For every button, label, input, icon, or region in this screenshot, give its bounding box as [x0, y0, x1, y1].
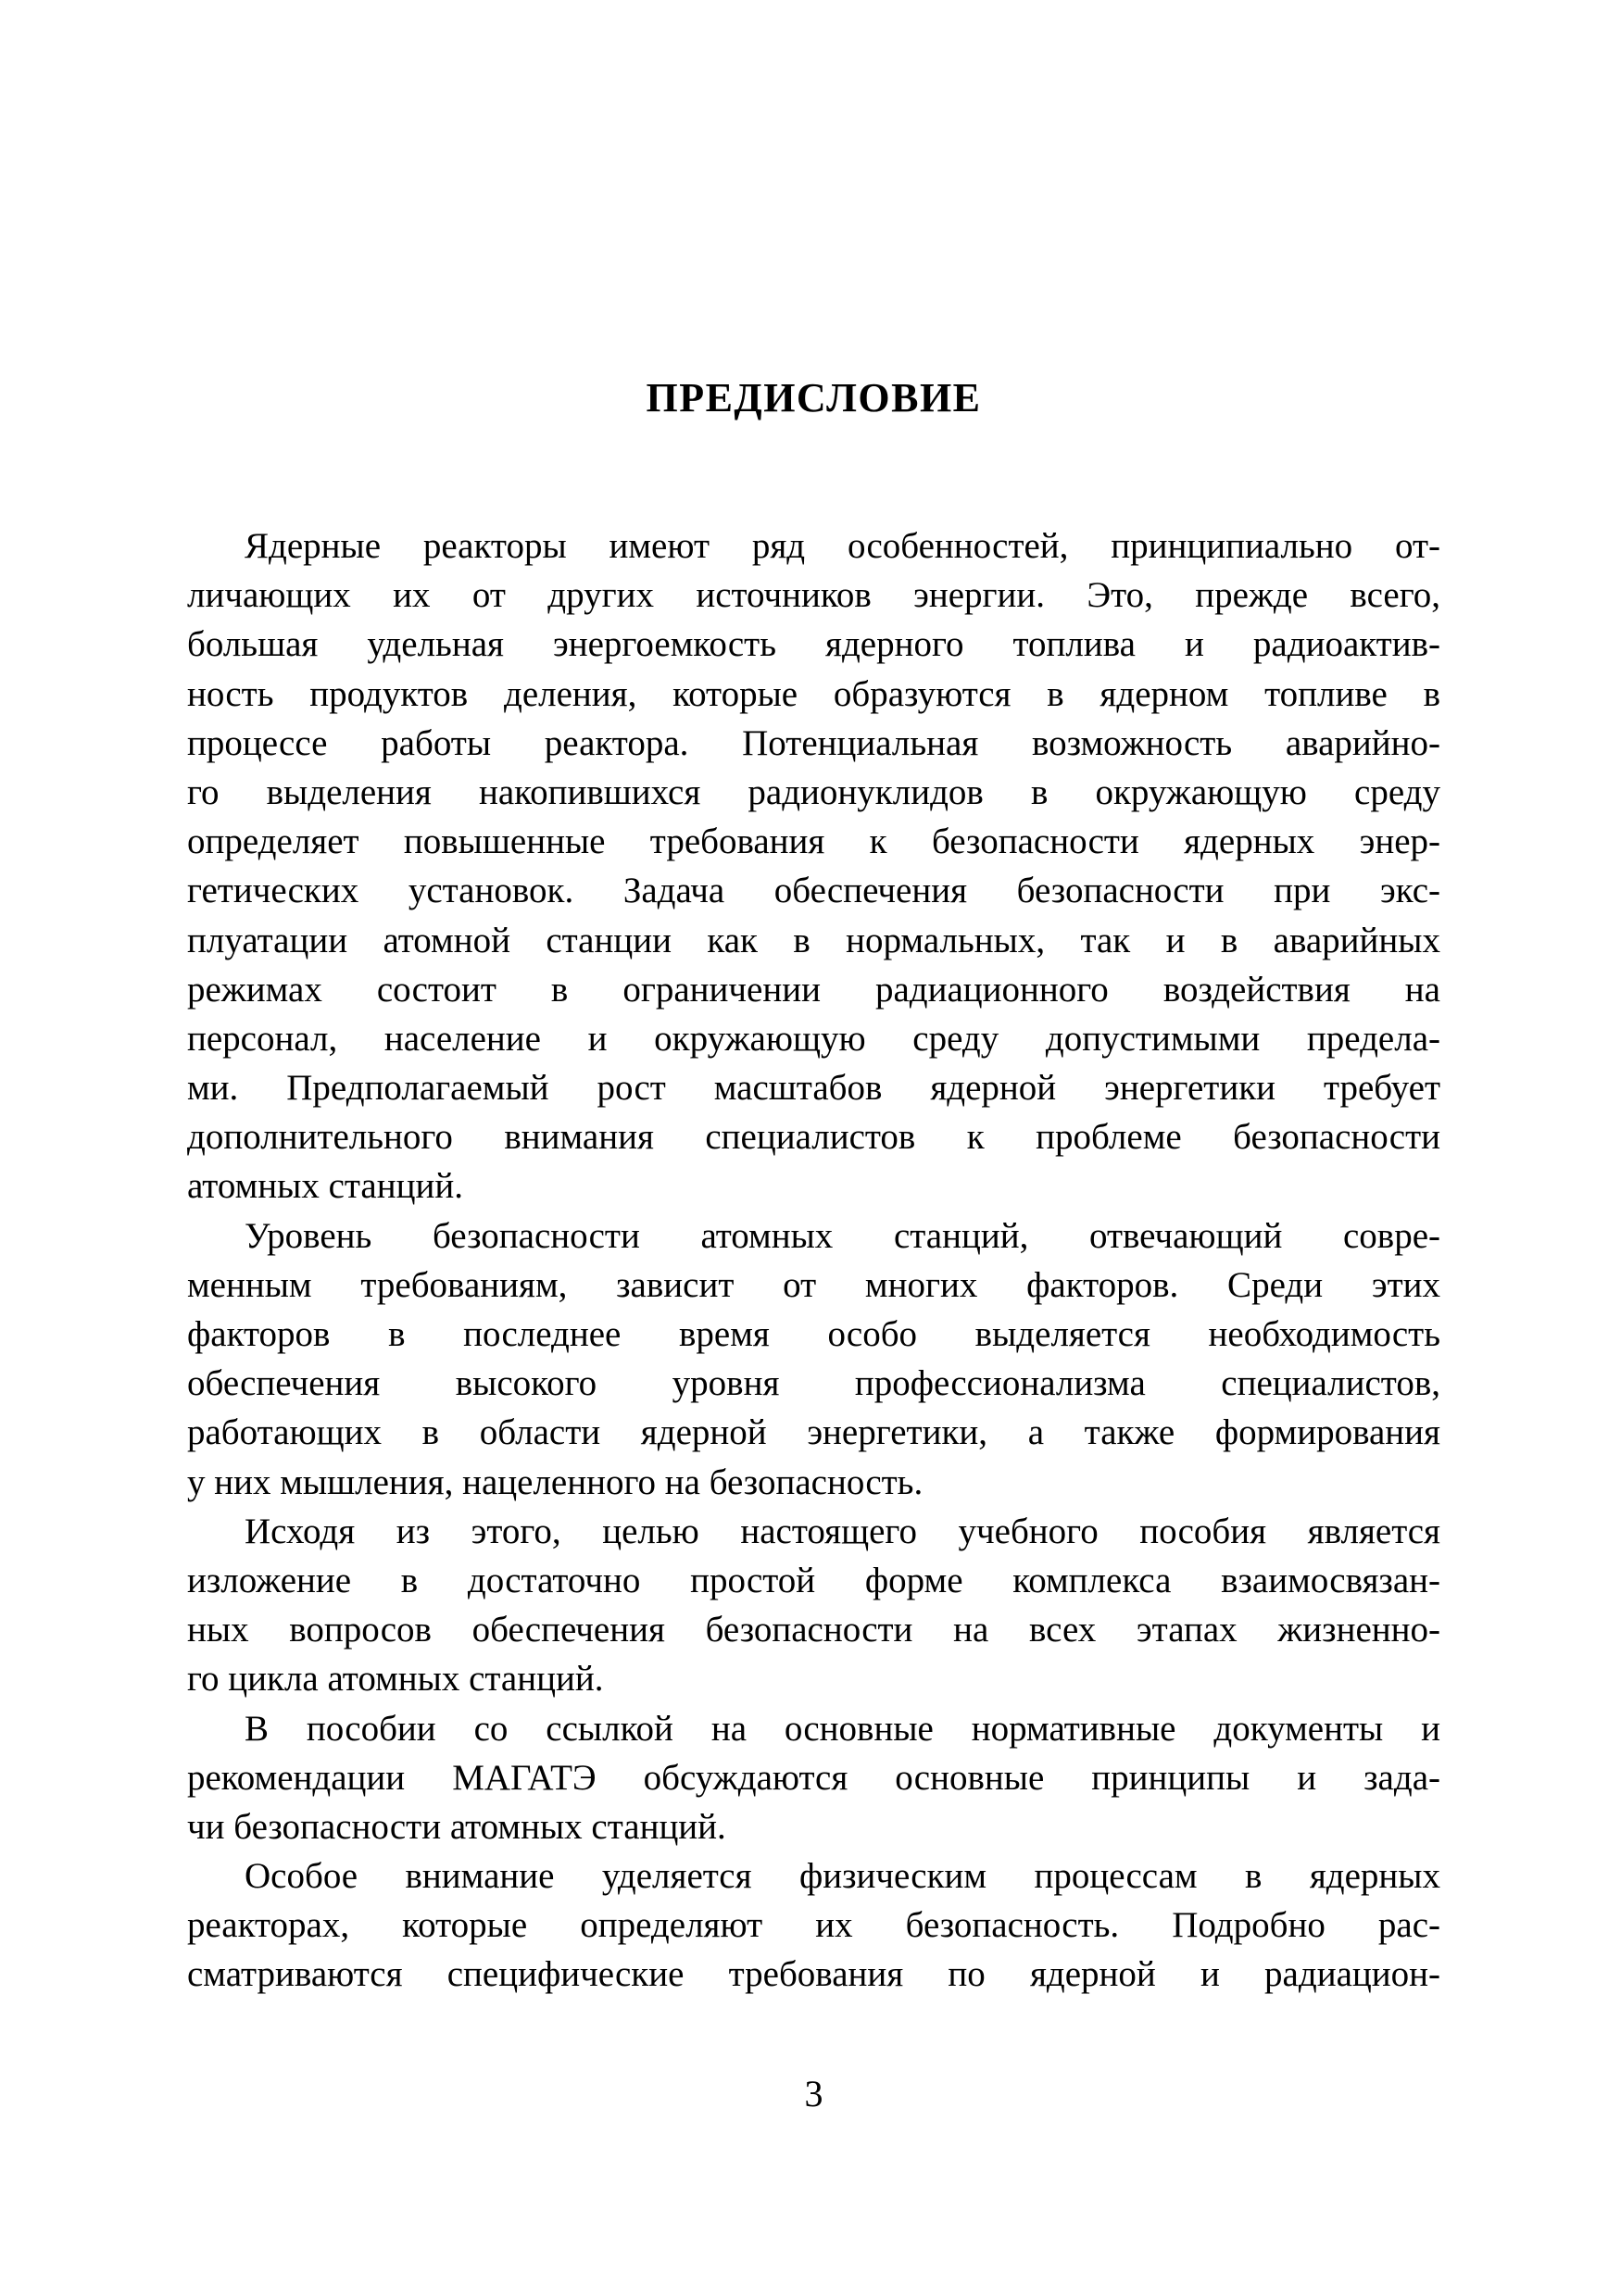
page-number: 3	[804, 2073, 823, 2114]
text-line: изложение в достаточно простой форме комплекса взаимосвязан-	[187, 1560, 1440, 1600]
text-line: менным требованиям, зависит от многих факторов. Среди этих	[187, 1264, 1440, 1305]
text-line: ных вопросов обеспечения безопасности на всех этапах жизненно-	[187, 1610, 1440, 1650]
text-line: реакторах, которые определяют их безопасность. Подробно рас-	[187, 1905, 1440, 1946]
text-line: дополнительного внимания специалистов к проблеме безопасности	[187, 1117, 1440, 1158]
text-line: ми. Предполагаемый рост масштабов ядерной энергетики требует	[187, 1068, 1440, 1109]
text-line: сматриваются специфические требования по ядерной и радиацион-	[187, 1954, 1440, 1995]
text-line: Особое внимание уделяется физическим процессам в ядерных	[245, 1856, 1440, 1897]
text-line: факторов в последнее время особо выделяется необходимость	[187, 1314, 1440, 1354]
text-line: го выделения накопившихся радионуклидов в окружающую среду	[187, 772, 1440, 812]
text-line: личающих их от других источников энергии. Это, прежде всего,	[187, 575, 1440, 616]
text-line: ность продуктов деления, которые образуются в ядерном топливе в	[187, 673, 1440, 714]
text-line: плуатации атомной станции как в нормальных, так и в аварийных	[187, 920, 1440, 960]
text-line: режимах состоит в ограничении радиационного воздействия на	[187, 969, 1440, 1010]
text-line: чи безопасности атомных станций.	[187, 1806, 726, 1847]
text-line: рекомендации МАГАТЭ обсуждаются основные принципы и зада-	[187, 1757, 1440, 1798]
page-title: ПРЕДИСЛОВИЕ	[646, 375, 982, 421]
text-line: процессе работы реактора. Потенциальная возможность аварийно-	[187, 722, 1440, 763]
text-line: определяет повышенные требования к безопасности ядерных энер-	[187, 822, 1440, 862]
text-line: Уровень безопасности атомных станций, отвечающий совре-	[245, 1215, 1440, 1256]
text-line: атомных станций.	[187, 1166, 463, 1207]
text-line: большая удельная энергоемкость ядерного топлива и радиоактив-	[187, 624, 1440, 665]
text-line: Исходя из этого, целью настоящего учебного пособия является	[245, 1511, 1440, 1551]
preface-body	[187, 521, 1440, 2000]
text-line: работающих в области ядерной энергетики, а также формирования	[187, 1412, 1440, 1453]
text-line: В пособии со ссылкой на основные нормативные документы и	[245, 1708, 1440, 1749]
text-line: обеспечения высокого уровня профессионализма специалистов,	[187, 1363, 1440, 1404]
text-line: го цикла атомных станций.	[187, 1659, 604, 1700]
text-line: персонал, население и окружающую среду допустимыми предела-	[187, 1018, 1440, 1059]
text-line: гетических установок. Задача обеспечения безопасности при экс-	[187, 871, 1440, 911]
text-line: у них мышления, нацеленного на безопасность.	[187, 1462, 924, 1502]
text-line: Ядерные реакторы имеют ряд особенностей, принципиально от-	[245, 526, 1440, 566]
